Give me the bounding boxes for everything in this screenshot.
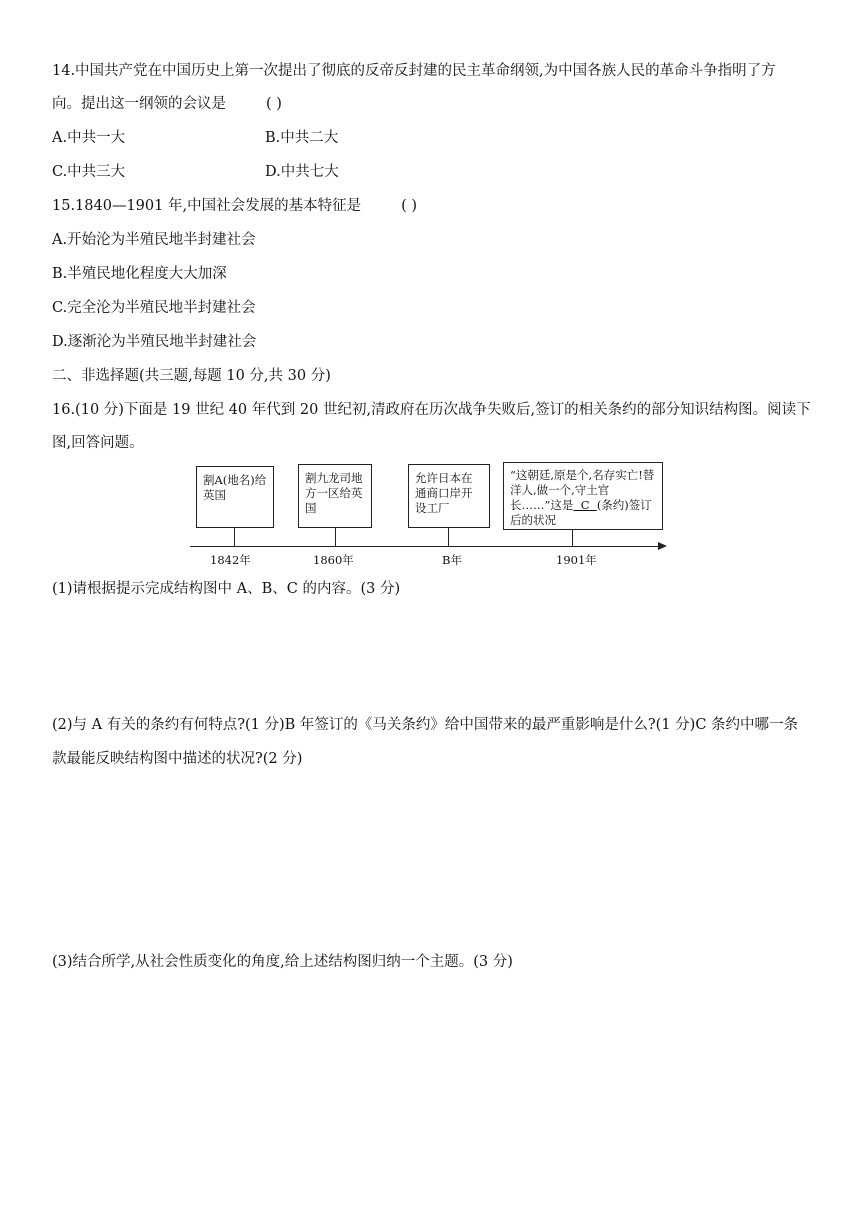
year-label-b: B年 [442,553,462,567]
q16-sub3: (3)结合所学,从社会性质变化的角度,给上述结构图归纳一个主题。(3 分) [52,954,513,970]
timeline-box-1901-quote: “这朝廷,原是个,名存实亡!替洋人,做一个,守土官长……”这是 [510,468,655,512]
q14-stem-text: 向。提出这一纲领的会议是 [52,96,226,112]
q16-stem-line2: 图,回答问题。 [52,435,144,451]
year-label-1901: 1901年 [556,553,597,567]
timeline-box-b: 允许日本在通商口岸开设工厂 [408,464,490,528]
timeline-box-1860: 割九龙司地方一区给英国 [298,464,372,528]
timeline-stem [234,528,235,546]
timeline-arrow-icon [658,542,667,550]
q16-sub2-line2: 款最能反映结构图中描述的状况?(2 分) [52,751,303,767]
q15-answer-paren: ( ) [401,198,418,214]
q16-stem-line1: 16.(10 分)下面是 19 世纪 40 年代到 20 世纪初,清政府在历次战争失败后,签订的相关条约的部分知识结构图。阅读下 [52,402,811,418]
q16-sub1: (1)请根据提示完成结构图中 A、B、C 的内容。(3 分) [52,581,401,597]
timeline-axis [190,546,662,547]
q14-answer-paren: ( ) [266,96,282,112]
timeline-stem [448,528,449,546]
year-label-1842: 1842年 [210,553,251,567]
q14-stem-line2 [52,95,282,113]
treaty-c-blank: C [573,498,597,512]
timeline-box-1901 [503,462,663,530]
q14-option-c: C.中共三大 [52,164,126,180]
timeline-stem [572,530,573,546]
q15-stem [52,197,417,215]
q14-stem-line1: 14.中国共产党在中国历史上第一次提出了彻底的反帝反封建的民主革命纲领,为中国各族人民的革命斗争指明了方 [52,63,776,79]
section-2-heading: 二、非选择题(共三题,每题 10 分,共 30 分) [52,368,331,384]
treaty-timeline-diagram [190,458,670,573]
q15-option-c: C.完全沦为半殖民地半封建社会 [52,300,256,316]
timeline-box-1842: 割A(地名)给英国 [196,466,274,528]
q16-sub2-line1: (2)与 A 有关的条约有何特点?(1 分)B 年签订的《马关条约》给中国带来的最严重影响是什么?(1 分)C 条约中哪一条 [52,717,799,733]
year-label-1860: 1860年 [313,553,354,567]
q14-option-b: B.中共二大 [265,130,339,146]
q15-option-b: B.半殖民地化程度大大加深 [52,266,227,282]
q14-option-a: A.中共一大 [52,130,126,146]
q15-option-a: A.开始沦为半殖民地半封建社会 [52,232,256,248]
timeline-box-1901-tail: (条约)签订后的状况 [510,498,652,527]
q15-stem-text: 15.1840—1901 年,中国社会发展的基本特征是 [52,198,362,214]
timeline-stem [335,528,336,546]
q15-option-d: D.逐渐沦为半殖民地半封建社会 [52,334,257,350]
q14-option-d: D.中共七大 [265,164,339,180]
